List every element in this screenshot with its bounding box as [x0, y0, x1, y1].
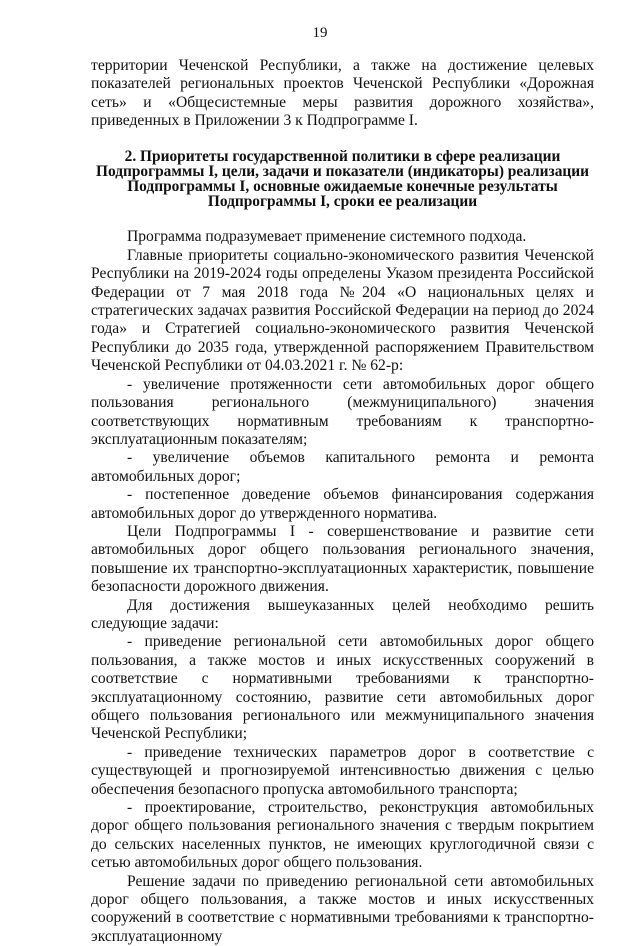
list-item: - приведение региональной сети автомобильных дорог общего пользования, а также мостов и иных искусственных сооружений в соответствие с нормативными требованиями к транспортно-эксплуатационному состоянию, развитие сети автомобильных дорог общего пользования регионального или межмуниципального значения Чеченской Республики; — [91, 633, 594, 743]
paragraph-tasks-intro: Для достижения вышеуказанных целей необходимо решить следующие задачи: — [91, 596, 594, 632]
document-body — [91, 57, 594, 946]
paragraph-goals: Цели Подпрограммы I - совершенствование и развитие сети автомобильных дорог общего пользования регионального значения, повышение их транспортно-эксплуатационных характеристик, повышение безопасности дорожного движения. — [91, 522, 594, 596]
list-item: - увеличение протяженности сети автомобильных дорог общего пользования регионального (межмуниципального) значения соответствующих нормативным требованиям к транспортно-эксплуатационным показателям; — [91, 375, 594, 448]
list-item: - постепенное доведение объемов финансирования содержания автомобильных дорог до утвержденного норматива. — [91, 486, 594, 522]
heading-line: Подпрограммы I, основные ожидаемые конечные результаты — [127, 178, 558, 196]
heading-line: Подпрограммы I, цели, задачи и показатели (индикаторы) реализации — [95, 162, 589, 180]
section-heading — [91, 149, 594, 210]
heading-line: Подпрограммы I, сроки ее реализации — [207, 193, 478, 211]
page-number: 19 — [312, 25, 328, 41]
list-item: - увеличение объемов капитального ремонта и ремонта автомобильных дорог; — [91, 449, 594, 485]
list-item: - приведение технических параметров дорог в соответствие с существующей и прогнозируемой интенсивностью движения с целью обеспечения безопасного пропуска автомобильного транспорта; — [91, 743, 594, 798]
paragraph-priorities: Главные приоритеты социально-экономического развития Чеченской Республики на 2019-2024 годы определены Указом президента Российской Федерации от 7 мая 2018 года №204 «О национальных целях и стратегических задачах развития Российской Федерации на период до 2024 года» и Стратегией социально-экономического развития Чеченской Республики до 2035 года, утвержденной распоряжением Правительством Чеченской Республики от 04.03.2021 г. № 62-р: — [91, 246, 594, 375]
paragraph-solution: Решение задачи по приведению региональной сети автомобильных дорог общего пользования, а также мостов и иных искусственных сооружений в соответствие с нормативными требованиями к транспортно-эксплуатационному — [91, 872, 594, 945]
intro-paragraph: территории Чеченской Республики, а также на достижение целевых показателей региональных проектов Чеченской Республики «Дорожная сеть» и «Общесистемные меры развития дорожного хозяйства», приведенных в Приложении 3 к Подпрограмме I. — [91, 57, 594, 130]
list-item: - проектирование, строительство, реконструкция автомобильных дорог общего пользования регионального значения с твердым покрытием до сельских населенных пунктов, не имеющих круглогодичной связи с сетью автомобильных дорог общего пользования. — [91, 799, 594, 872]
heading-line: 2. Приоритеты государственной политики в сфере реализации — [124, 147, 561, 165]
paragraph-system-approach: Программа подразумевает применение системного подхода. — [127, 228, 527, 246]
